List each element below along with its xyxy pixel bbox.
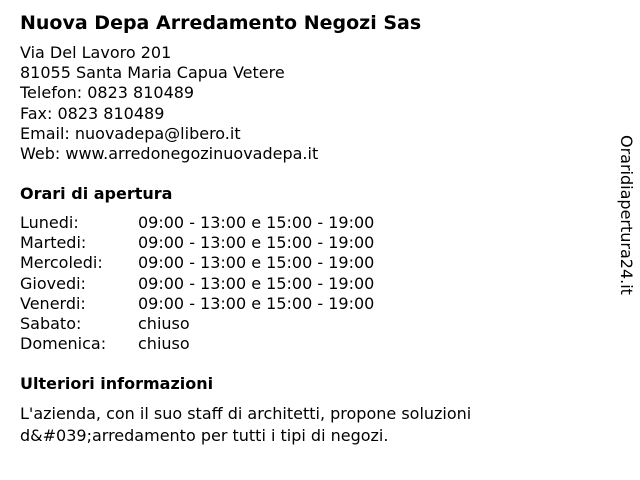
email-address: Email: nuovadepa@libero.it: [20, 123, 241, 143]
info-heading: Ulteriori informazioni: [20, 374, 214, 393]
day-label: Sabato:: [20, 313, 82, 333]
day-label: Venerdi:: [20, 293, 86, 313]
hours-value: chiuso: [138, 313, 190, 333]
day-label: Lunedi:: [20, 213, 79, 232]
phone-number: Telefon: 0823 810489: [20, 83, 195, 103]
day-label: Giovedi:: [20, 273, 86, 293]
hours-value: 09:00 - 13:00 e 15:00 - 19:00: [138, 233, 375, 253]
day-label: Martedi:: [20, 233, 87, 253]
fax-number: Fax: 0823 810489: [20, 103, 165, 123]
side-brand-label: Oraridiapertura24.it: [617, 135, 636, 295]
hours-value: 09:00 - 13:00 e 15:00 - 19:00: [138, 273, 375, 293]
hours-value: 09:00 - 13:00 e 15:00 - 19:00: [138, 253, 375, 273]
address-street: Via Del Lavoro 201: [20, 43, 172, 62]
address-city: 81055 Santa Maria Capua Vetere: [20, 63, 285, 83]
website: Web: www.arredonegozinuovadepa.it: [20, 144, 319, 164]
day-label: Mercoledi:: [20, 253, 103, 273]
day-label: Domenica:: [20, 334, 107, 354]
hours-value: 09:00 - 13:00 e 15:00 - 19:00: [138, 213, 375, 232]
info-description: L'azienda, con il suo staff di architetti, propone soluzioni d&#039;arredamento per tutti i tipi di negozi.: [20, 404, 472, 445]
hours-value: chiuso: [138, 334, 190, 354]
contact-block: [20, 43, 318, 164]
hours-heading: Orari di apertura: [20, 184, 173, 203]
hours-value: 09:00 - 13:00 e 15:00 - 19:00: [138, 293, 375, 313]
business-name: Nuova Depa Arredamento Negozi Sas: [20, 12, 422, 34]
